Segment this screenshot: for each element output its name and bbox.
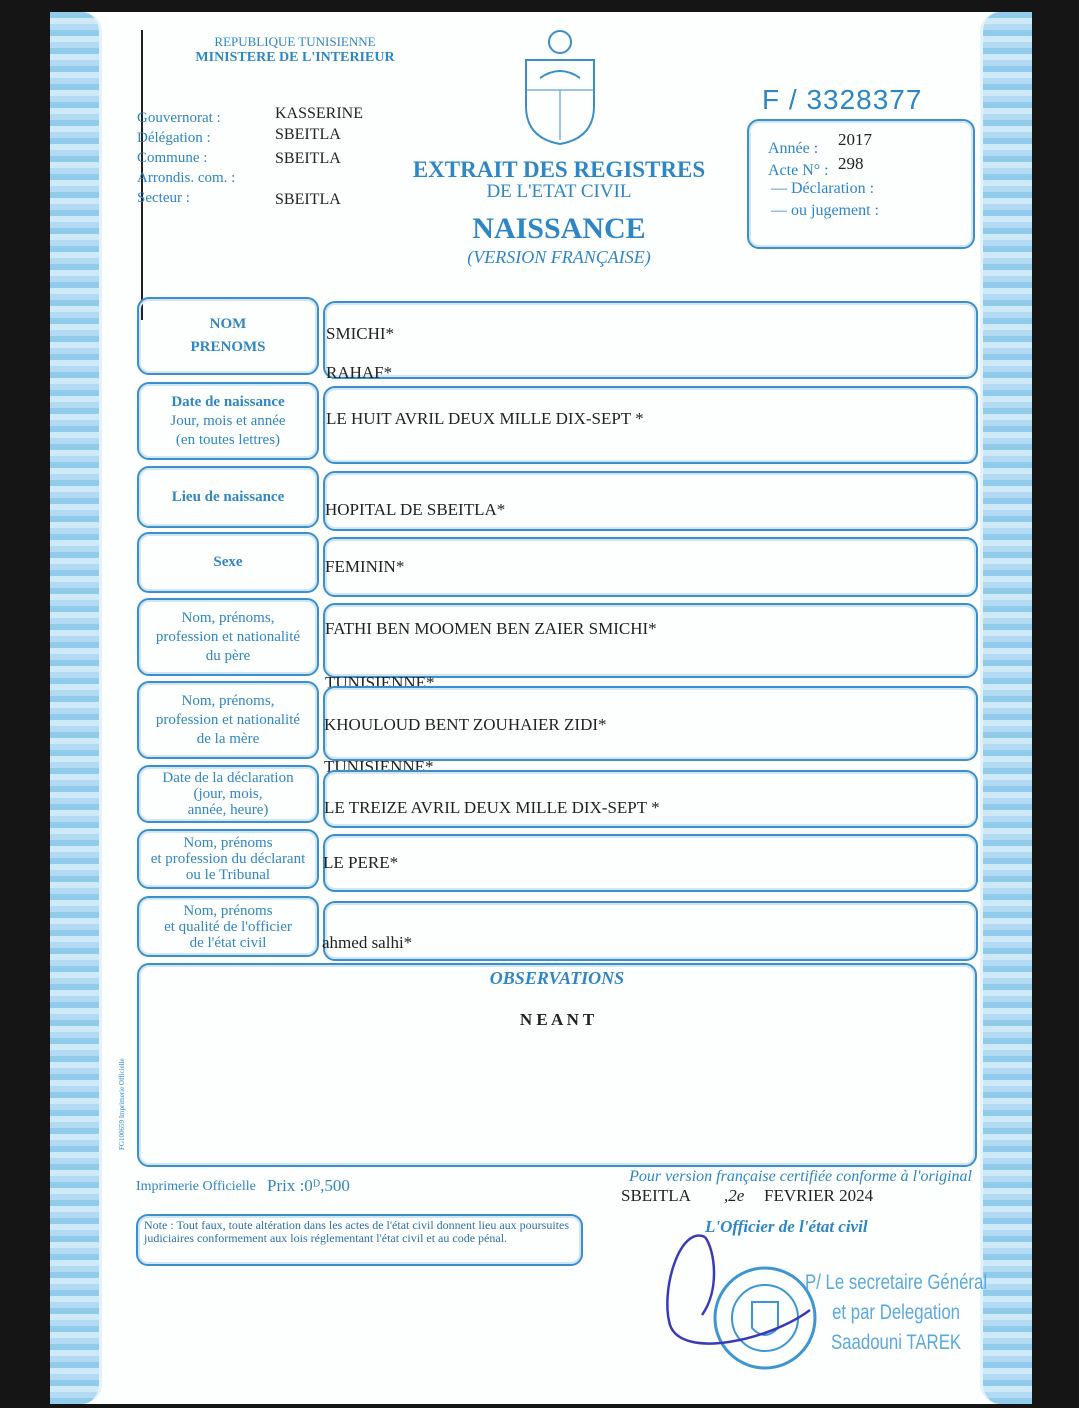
arrondissement-label: Arrondis. com. :: [137, 170, 236, 186]
legal-note-text: Note : Tout faux, toute altération dans les actes de l'état civil donnent lieu aux poursuites judiciaires conformement aux lois réglementant l'état civil et au code pénal.: [144, 1218, 569, 1245]
date-naissance-label: [137, 382, 319, 460]
printer-side-text: FG100659 Imprimerie Officielle: [118, 1058, 126, 1150]
officier-field: [323, 901, 978, 961]
acte-label: Acte N° :: [768, 162, 829, 179]
lieu-naissance-label: Lieu de naissance: [137, 466, 319, 528]
label-line: de l'état civil: [189, 934, 267, 951]
label-line: Nom, prénoms: [183, 902, 273, 919]
officier-label: [137, 896, 319, 957]
label-line: Jour, mois et année: [170, 412, 286, 429]
declaration-date-label: [137, 765, 319, 823]
certificate-number: F / 3328377: [762, 84, 923, 115]
certification-text: Pour version française certifiée conforme à l'original: [629, 1168, 972, 1185]
issue-day: ,2e: [724, 1186, 745, 1205]
label-line: Nom, prénoms,: [181, 692, 275, 709]
label-line: Nom, prénoms: [183, 835, 273, 851]
gouvernorat-label: Gouvernorat :: [137, 110, 221, 126]
sexe-field: [323, 537, 978, 597]
stamp-line: et par Delegation: [832, 1301, 961, 1324]
legal-note-box: [136, 1214, 583, 1266]
commune-value: SBEITLA: [275, 150, 341, 167]
acte-box: [747, 119, 975, 249]
issue-date: FEVRIER 2024: [764, 1186, 874, 1205]
title-extrait: EXTRAIT DES REGISTRES: [412, 157, 706, 182]
prenoms-value: RAHAF*: [326, 363, 393, 382]
imprimerie-label: Imprimerie Officielle: [136, 1179, 256, 1194]
observations-value: N E A N T: [519, 1010, 595, 1029]
declarant-label: [137, 829, 319, 889]
delegation-label: Délégation :: [137, 130, 211, 146]
pere-nationalite-value: TUNISIENNE*: [325, 673, 435, 692]
nom-label: NOM: [209, 316, 247, 332]
label-line: (en toutes lettres): [175, 431, 281, 448]
label-line: ou le Tribunal: [185, 867, 271, 883]
title-version: (VERSION FRANÇAISE): [467, 247, 651, 267]
secteur-label: Secteur :: [137, 190, 190, 206]
observations-title: OBSERVATIONS: [489, 968, 625, 988]
tunisia-coat-of-arms-icon: [522, 28, 598, 146]
mere-name-value: KHOULOUD BENT ZOUHAIER ZIDI*: [324, 715, 607, 734]
label-line: année, heure): [187, 802, 269, 818]
declaration-label: — Déclaration :: [771, 180, 875, 197]
officier-value: ahmed salhi*: [322, 933, 413, 952]
label-line: (jour, mois,: [193, 786, 263, 802]
decorative-border-right: [980, 12, 1032, 1404]
officer-title: L'Officier de l'état civil: [705, 1217, 868, 1236]
official-seal-and-signature-icon: [660, 1230, 820, 1375]
label-line: et profession du déclarant: [150, 851, 306, 867]
declarant-field: [323, 834, 978, 892]
ministry-label: MINISTERE DE L'INTERIEUR: [195, 50, 395, 65]
gouvernorat-value: KASSERINE: [275, 105, 364, 122]
label-line: Date de naissance: [171, 393, 285, 410]
sexe-value: FEMININ*: [325, 557, 405, 576]
sexe-label: Sexe: [137, 532, 319, 593]
title-etat-civil: DE L'ETAT CIVIL: [486, 181, 632, 202]
observations-box: [137, 963, 977, 1167]
commune-label: Commune :: [137, 150, 208, 166]
prenoms-label: PRENOMS: [190, 339, 266, 355]
secteur-value: SBEITLA: [275, 191, 341, 208]
declarant-value: LE PERE*: [323, 853, 399, 872]
pere-label: [137, 598, 319, 676]
declaration-date-value: LE TREIZE AVRIL DEUX MILLE DIX-SEPT *: [324, 798, 660, 817]
label-line: de la mère: [196, 730, 260, 747]
decorative-border-left: [50, 12, 102, 1404]
mere-label: [137, 681, 319, 759]
jugement-label: — ou jugement :: [771, 202, 879, 219]
pere-field: [323, 603, 978, 678]
lieu-naissance-value: HOPITAL DE SBEITLA*: [325, 500, 506, 519]
label-line: du père: [205, 647, 251, 664]
label-line: profession et nationalité: [155, 628, 301, 645]
stamp-line: Saadouni TAREK: [830, 1331, 962, 1354]
prix-label: Prix :0ᴰ,500: [267, 1176, 350, 1195]
pere-name-value: FATHI BEN MOOMEN BEN ZAIER SMICHI*: [325, 619, 657, 638]
date-naissance-value: LE HUIT AVRIL DEUX MILLE DIX-SEPT *: [326, 409, 644, 428]
mere-nationalite-value: TUNISIENNE*: [324, 757, 434, 776]
label-line: profession et nationalité: [155, 711, 301, 728]
label-line: Date de la déclaration: [162, 770, 294, 786]
nom-value: SMICHI*: [326, 324, 395, 343]
stamp-line: P/ Le secretaire Général: [805, 1271, 988, 1294]
nom-prenoms-label: [137, 297, 319, 375]
issue-place: SBEITLA: [621, 1186, 691, 1205]
annee-value: 2017: [838, 130, 872, 149]
label-line: et qualité de l'officier: [164, 918, 292, 935]
nom-prenoms-field: [323, 301, 978, 379]
label-line: Nom, prénoms,: [181, 609, 275, 626]
republic-label: REPUBLIQUE TUNISIENNE: [214, 34, 376, 49]
title-naissance: NAISSANCE: [472, 212, 646, 245]
acte-value: 298: [838, 154, 864, 173]
annee-label: Année :: [768, 140, 819, 157]
delegation-stamp: [805, 1268, 987, 1358]
delegation-value: SBEITLA: [275, 126, 341, 143]
